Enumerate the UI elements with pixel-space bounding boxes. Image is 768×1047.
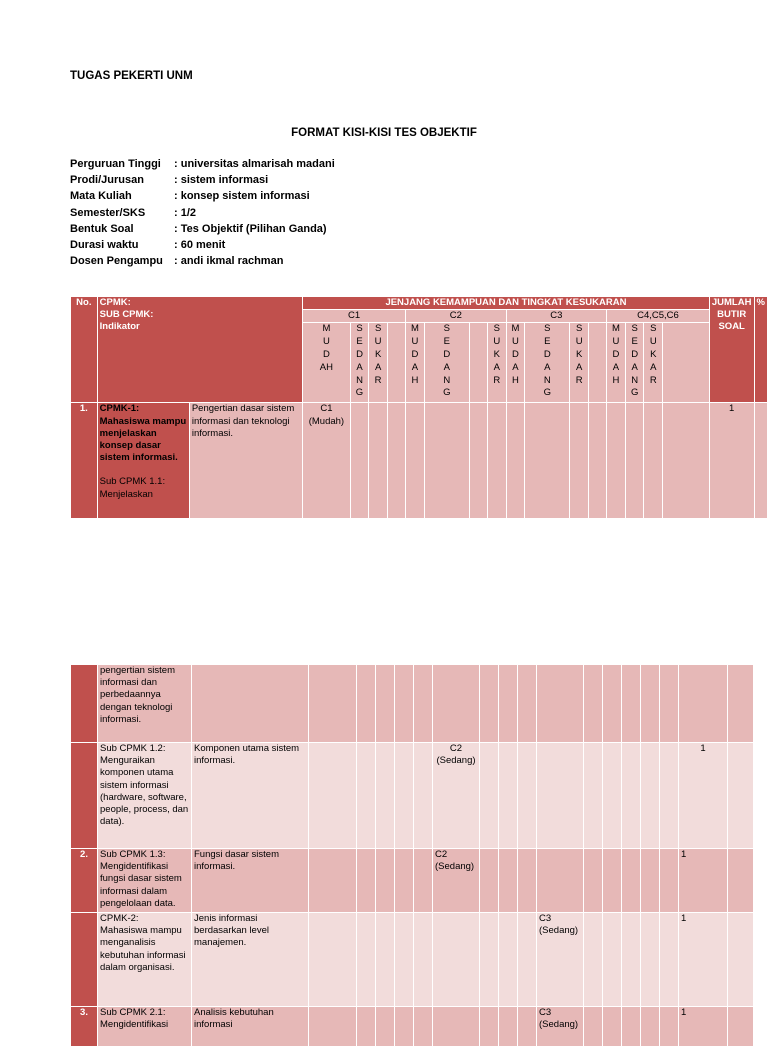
sub-cpmk-text: Sub CPMK 1.1: Menjelaskan [99,476,166,500]
info-label: Dosen Pengampu [70,255,163,268]
indicator-cell: Jenis informasi berdasarkan level manajemen. [192,913,309,1007]
table-row [71,403,768,519]
level-mudah: M U D A H [607,323,626,403]
info-label: Durasi waktu [70,238,139,251]
level-sukar: S U K A R [570,323,589,403]
cpmk-cell: pengertian sistem informasi dan perbedaannya dengan teknologi informasi. [98,665,192,743]
info-value: : sistem informasi [174,174,269,187]
row-number: 2. [71,849,98,913]
level-cell: C3 (Sedang) [537,1007,584,1047]
info-label: Bentuk Soal [70,222,134,235]
cpmk-title: CPMK-1: Mahasiswa mampu menjelaskan konsep dasar sistem informasi. [99,403,187,464]
jumlah-cell: 1 [679,1007,728,1047]
level-sedang: S E D A N G [424,323,469,403]
info-label: Mata Kuliah [70,190,132,203]
level-group-c1: C1 [303,310,406,323]
indicator-cell: Fungsi dasar sistem informasi. [192,849,309,913]
level-mudah: M U D A H [506,323,525,403]
level-group-c3: C3 [506,310,607,323]
level-mudah: M U D AH [303,323,351,403]
indicator-cell: Analisis kebutuhan informasi [192,1007,309,1047]
table-row [71,849,754,913]
document-heading: TUGAS PEKERTI UNM [70,70,193,82]
level-sukar: S U K A R [644,323,663,403]
info-label: Perguruan Tinggi [70,158,161,170]
info-row [70,205,335,221]
level-cell: C3 (Sedang) [537,913,584,1007]
table-row [71,743,754,849]
jumlah-cell: 1 [679,743,728,849]
info-value: : 60 menit [174,238,226,251]
table-row [71,913,754,1007]
level-sedang: S E D A N G [525,323,570,403]
indicator-cell: Pengertian dasar sistem informasi dan teknologi informasi. [189,403,302,519]
info-row [70,221,335,237]
indikator-header-label: Indikator [99,321,140,333]
info-row [70,188,335,204]
level-sedang: S E D A N G [625,323,644,403]
row-number: 3. [71,1007,98,1047]
jumlah-cell: 1 [679,849,728,913]
level-sedang: S E D A N G [350,323,369,403]
jenjang-header: JENJANG KEMAMPUAN DAN TINGKAT KESUKARAN [303,297,710,310]
info-row [70,237,335,253]
table-row [71,1007,754,1047]
cpmk-cell [97,403,189,519]
level-blank [663,323,710,403]
info-label: Prodi/Jurusan [70,174,144,187]
info-row [70,253,335,269]
row-number: 1. [71,403,98,519]
indicator-cell: Komponen utama sistem informasi. [192,743,309,849]
jumlah-cell: 1 [709,403,754,519]
cpmk-cell: Sub CPMK 2.1: Mengidentifikasi [98,1007,192,1047]
info-value: : 1/2 [174,206,197,219]
info-row [70,156,335,172]
level-blank [387,323,405,403]
level-blank [469,323,487,403]
table-row [71,665,754,743]
level-mudah: M U D A H [406,323,425,403]
no-header: No. [71,297,98,403]
level-sukar: S U K A R [369,323,388,403]
info-value: : Tes Objektif (Pilihan Ganda) [174,222,327,235]
percent-header: % [754,297,767,403]
kisi-kisi-table [70,296,768,519]
jumlah-header: JUMLAH BUTIR SOAL [709,297,754,403]
level-cell: C1 (Mudah) [303,403,351,519]
level-blank [588,323,606,403]
kisi-kisi-table-continued [70,664,754,1047]
document-title: FORMAT KISI-KISI TES OBJEKTIF [291,127,477,139]
jumlah-cell: 1 [679,913,728,1007]
cpmk-cell: Sub CPMK 1.2: Menguraikan komponen utama sistem informasi (hardware, software, people, process, dan data). [98,743,192,849]
info-value: : konsep sistem informasi [174,190,310,203]
level-sukar: S U K A R [488,323,507,403]
info-value: : universitas almarisah madani [174,158,335,170]
level-group-c2: C2 [406,310,507,323]
level-cell: C2 (Sedang) [433,743,480,849]
level-group-c4-c6: C4,C5,C6 [607,310,710,323]
info-label: Semester/SKS [70,206,146,219]
cpmk-cell: CPMK-2: Mahasiswa mampu menganalisis kebutuhan informasi dalam organisasi. [98,913,192,1007]
info-row [70,172,335,188]
cpmk-cell: Sub CPMK 1.3: Mengidentifikasi fungsi dasar sistem informasi dalam pengelolaan data. [98,849,192,913]
cpmk-header [97,297,303,403]
level-cell: C2 (Sedang) [433,849,480,913]
info-value: : andi ikmal rachman [174,255,284,268]
sub-cpmk-header-label: SUB CPMK: [99,309,154,321]
cpmk-header-label: CPMK: [99,297,131,308]
course-info [70,156,335,269]
